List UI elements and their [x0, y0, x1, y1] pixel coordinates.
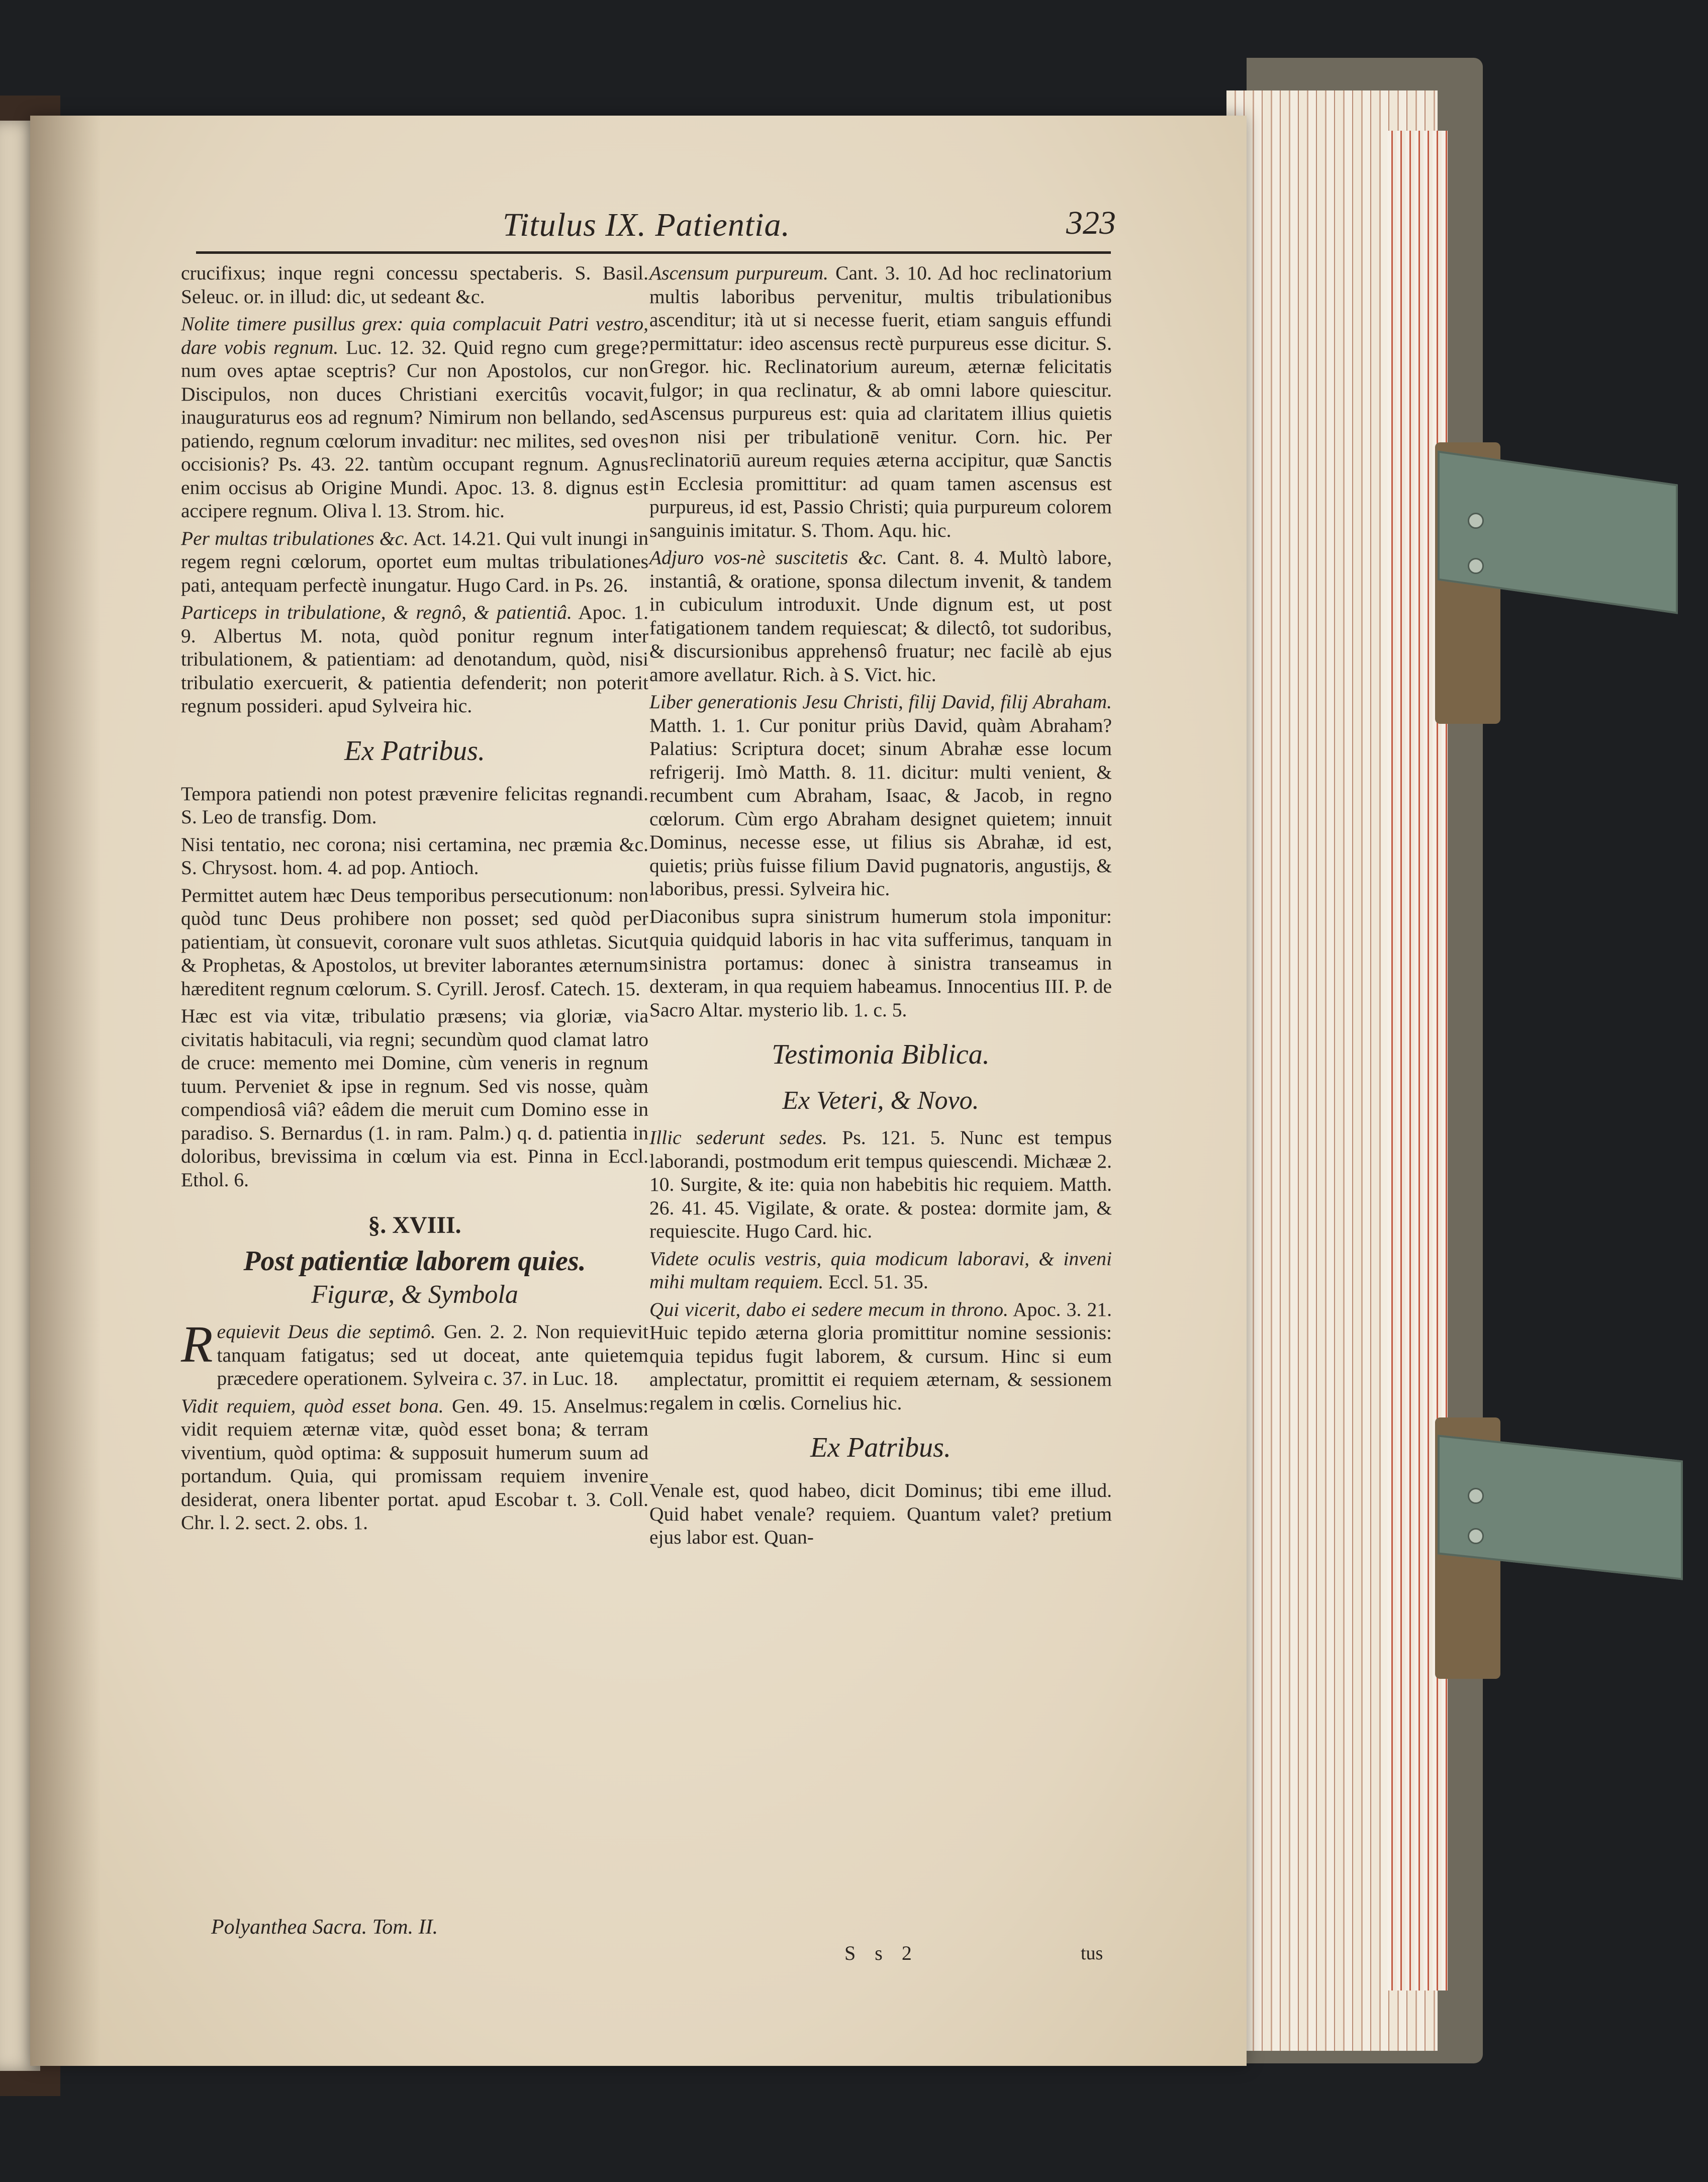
clasp-rivet	[1468, 513, 1484, 529]
left-column	[181, 261, 648, 1539]
paragraph	[181, 833, 648, 880]
scripture-lemma: Ascensum purpureum.	[649, 262, 829, 284]
paragraph	[649, 905, 1112, 1022]
paragraph	[649, 1479, 1112, 1549]
paragraph-text: Permittet autem hæc Deus temporibus persecutionum: non quòd tunc Deus prohibere non posset; sed quòd per patientiam, ùt consuevit, coronare vult suos athletas. Sicut & Prophetas, & Apostolos, ut breviter laborantes æternum hæreditent regnum cœlorum. S. Cyrill. Jerosf. Catech. 15.	[181, 884, 648, 1000]
footer-title: Polyanthea Sacra. Tom. II.	[211, 1916, 438, 1939]
paragraph-text: Venale est, quod habeo, dicit Dominus; tibi eme illud. Quid habet venale? requiem. Quantum valet? pretium ejus labor est. Quan-	[649, 1479, 1112, 1548]
paragraph	[181, 884, 648, 1001]
scripture-lemma: equievit Deus die septimô.	[217, 1320, 436, 1343]
paragraph-text: Cant. 8. 4. Multò labore, instantiâ, & oratione, sponsa dilectum invenit, & tandem in cubiculum introduxit. Unde dignum est, ut post fatigationem tandem requiescat; & dilectô, tot sudoribus, & discursionibus apprehensô fruatur; nec facilè ab ejus amore avellatur. Rich. à S. Vict. hic.	[649, 546, 1112, 686]
section-heading: Ex Patribus.	[810, 1432, 951, 1463]
section-heading: §. XVIII.	[368, 1212, 461, 1239]
section-heading: Ex Veteri, & Novo.	[782, 1086, 979, 1115]
scripture-lemma: Particeps in tribulatione, & regnô, & patientiâ.	[181, 601, 573, 623]
paragraph	[649, 261, 1112, 542]
scripture-lemma: Videte oculis vestris, quia modicum laboravi, & inveni mihi multam requiem.	[649, 1247, 1112, 1293]
paragraph	[181, 261, 648, 308]
paragraph	[181, 1004, 648, 1191]
paragraph-text: Apoc. 3. 21. Huic tepido æterna gloria promittitur nomine sessionis: quia tepidus fugit laborem, & cursum. Hinc si eum amplectatur, promittit ei requiem æternam, & sessionem regalem in cœlis. Cornelius hic.	[649, 1298, 1112, 1414]
signature-mark: S s 2	[844, 1942, 919, 1964]
section-heading: Ex Patribus.	[344, 735, 485, 767]
paragraph-text: Tempora patiendi non potest prævenire felicitas regnandi. S. Leo de transfig. Dom.	[181, 782, 648, 828]
paragraph	[649, 690, 1112, 901]
running-title: Titulus IX. Patientia.	[503, 207, 791, 243]
paragraph	[649, 546, 1112, 686]
head-rule	[196, 251, 1111, 254]
paragraph	[181, 601, 648, 718]
paragraph	[181, 312, 648, 523]
running-head	[196, 206, 1116, 251]
drop-cap: R	[181, 1315, 213, 1373]
paragraph-text: Act. 14.21. Qui vult inungi in regem regni cœlorum, oportet eum multas tribulationes pati, antequam perfectè inungatur. Hugo Card. in Ps. 26.	[181, 527, 648, 596]
page-number: 323	[1066, 205, 1116, 241]
paragraph	[181, 1394, 648, 1535]
paragraph	[649, 1298, 1112, 1415]
right-column	[649, 261, 1112, 1553]
clasp-rivet	[1468, 1528, 1484, 1544]
section-heading: Post patientiæ laborem quies.	[243, 1246, 586, 1277]
catchword: tus	[1081, 1943, 1103, 1964]
scripture-lemma: Vidit requiem, quòd esset bona.	[181, 1394, 444, 1417]
paragraph-text: Eccl. 51. 35.	[828, 1271, 928, 1293]
book-page	[30, 116, 1247, 2066]
paragraph-text: Cant. 3. 10. Ad hoc reclinatorium multis laboribus pervenitur, multis tribulationibus ascenditur; ità ut si necesse fuerit, etiam sanguis effundi permittatur: ideo ascensus rectè purpureus esse dicitur. S. Gregor. hic. Reclinatorium aureum, æternæ felicitatis fulgor; in qua reclinatur, & ab omni labore quiescitur. Ascensus purpureus est: quia ad claritatem illius quietis non nisi per tribulationē venitur. Corn. hic. Per reclinatoriū aureum requies æterna accipitur, quæ Sanctis in Ecclesia promittitur: ad quam tamen ascensus est purpureus, id est, Passio Christi; quia purpureum colorem sanguinis imitatur. S. Thom. Aqu. hic.	[649, 262, 1112, 541]
paragraph-text: Ps. 121. 5. Nunc est tempus laborandi, postmodum erit tempus quiescendi. Michææ 2. 10. Surgite, & ite: quia non habebitis hic requiem. Matth. 26. 41. 45. Vigilate, & orate. & postea: dormite jam, & requiescite. Hugo Card. hic.	[649, 1126, 1112, 1242]
scripture-lemma: Illic sederunt sedes.	[649, 1126, 827, 1149]
scripture-lemma: Per multas tribulationes &c.	[181, 527, 409, 549]
section-heading: Testimonia Biblica.	[772, 1039, 990, 1070]
paragraph-text: Gen. 2. 2. Non requievit tanquam fatigatus; sed ut doceat, ante quietem præcedere operationem. Sylveira c. 37. in Luc. 18.	[217, 1320, 648, 1389]
paragraph-text: Matth. 1. 1. Cur ponitur priùs David, quàm Abraham? Palatius: Scriptura docet; sinum Abrahæ esse locum refrigerij. Imò Matth. 8. 11. dicitur: multi venient, & recumbent cum Abraham, Isaac, & Jacob, in regno cœlorum. Cùm ergo Abraham designet quietem; innuit Dominus, necesse esse, ut filius sis Abrahæ, id est, quietis; priùs fuisse filium David pugnatoris, angustijs, & laboribus, pressi. Sylveira hic.	[649, 714, 1112, 900]
red-page-edges	[1387, 131, 1448, 1990]
paragraph	[181, 1315, 648, 1390]
scripture-lemma: Qui vicerit, dabo ei sedere mecum in throno.	[649, 1298, 1009, 1320]
clasp-rivet	[1468, 558, 1484, 574]
paragraph	[181, 782, 648, 829]
section-heading: Figuræ, & Symbola	[311, 1280, 518, 1309]
paragraph	[649, 1126, 1112, 1243]
scripture-lemma: Adjuro vos-nè suscitetis &c.	[649, 546, 888, 568]
paragraph-text: Apoc. 1. 9. Albertus M. nota, quòd ponitur regnum inter tribulationem, & patientiam: ad denotandum, quòd, nisi tribulatio exercuerit, & patientia defenderit; non poterit regnum possideri. apud Sylveira hic.	[181, 601, 648, 717]
clasp-rivet	[1468, 1488, 1484, 1504]
paragraph-text: Diaconibus supra sinistrum humerum stola imponitur: quia quidquid laboris in hac vita sufferimus, tanquam in sinistra portamus: donec à sinistra transeamus in dexteram, in qua requiem habeamus. Innocentius III. P. de Sacro Altar. mysterio lib. 1. c. 5.	[649, 905, 1112, 1021]
paragraph-text: Gen. 49. 15. Anselmus: vidit requiem æternæ vitæ, quòd esset bona; & terram viventium, quòd optima: & supposuit humerum suum ad portandum. Quia, qui promissam requiem invenire desiderat, onera libenter portat. apud Escobar t. 3. Coll. Chr. l. 2. sect. 2. obs. 1.	[181, 1394, 649, 1534]
paragraph-text: crucifixus; inque regni concessu spectaberis. S. Basil. Seleuc. or. in illud: dic, ut sedeant &c.	[181, 262, 648, 308]
paragraph-text: Hæc est via vitæ, tribulatio præsens; via gloriæ, via civitatis habitaculi, via regni; secundùm quod clamat latro de cruce: memento mei Domine, cùm veneris in regnum tuum. Perveniet & ipse in regnum. Sed vis nosse, quàm compendiosâ viâ? eâdem die meruit cum Domino esse in paradiso. S. Bernardus (1. in ram. Palm.) q. d. patientia in doloribus, brevissima in cœlum via est. Pinna in Eccl. Ethol. 6.	[181, 1005, 648, 1191]
paragraph-text: Luc. 12. 32. Quid regno cum grege? num oves aptae sceptris? Cur non Apostolos, cur non Discipulos, non duces Christiani exercitûs vocavit, inauguraturus eos ad regnum? Nimirum non bellando, sed patiendo, regnum cœlorum invaditur: nec milites, sed oves occisionis? Ps. 43. 22. tantùm occupant regnum. Agnus enim occisus ab Origine Mundi. Apoc. 13. 8. dignus est accipere regnum. Oliva l. 13. Strom. hic.	[181, 336, 649, 522]
paragraph-text: Nisi tentatio, nec corona; nisi certamina, nec præmia &c. S. Chrysost. hom. 4. ad pop. Antioch.	[181, 833, 648, 879]
paragraph	[181, 527, 648, 597]
scripture-lemma: Liber generationis Jesu Christi, filij David, filij Abraham.	[649, 691, 1112, 713]
scripture-lemma: Nolite timere pusillus grex: quia complacuit Patri vestro, dare vobis regnum.	[181, 313, 648, 358]
paragraph	[649, 1247, 1112, 1294]
